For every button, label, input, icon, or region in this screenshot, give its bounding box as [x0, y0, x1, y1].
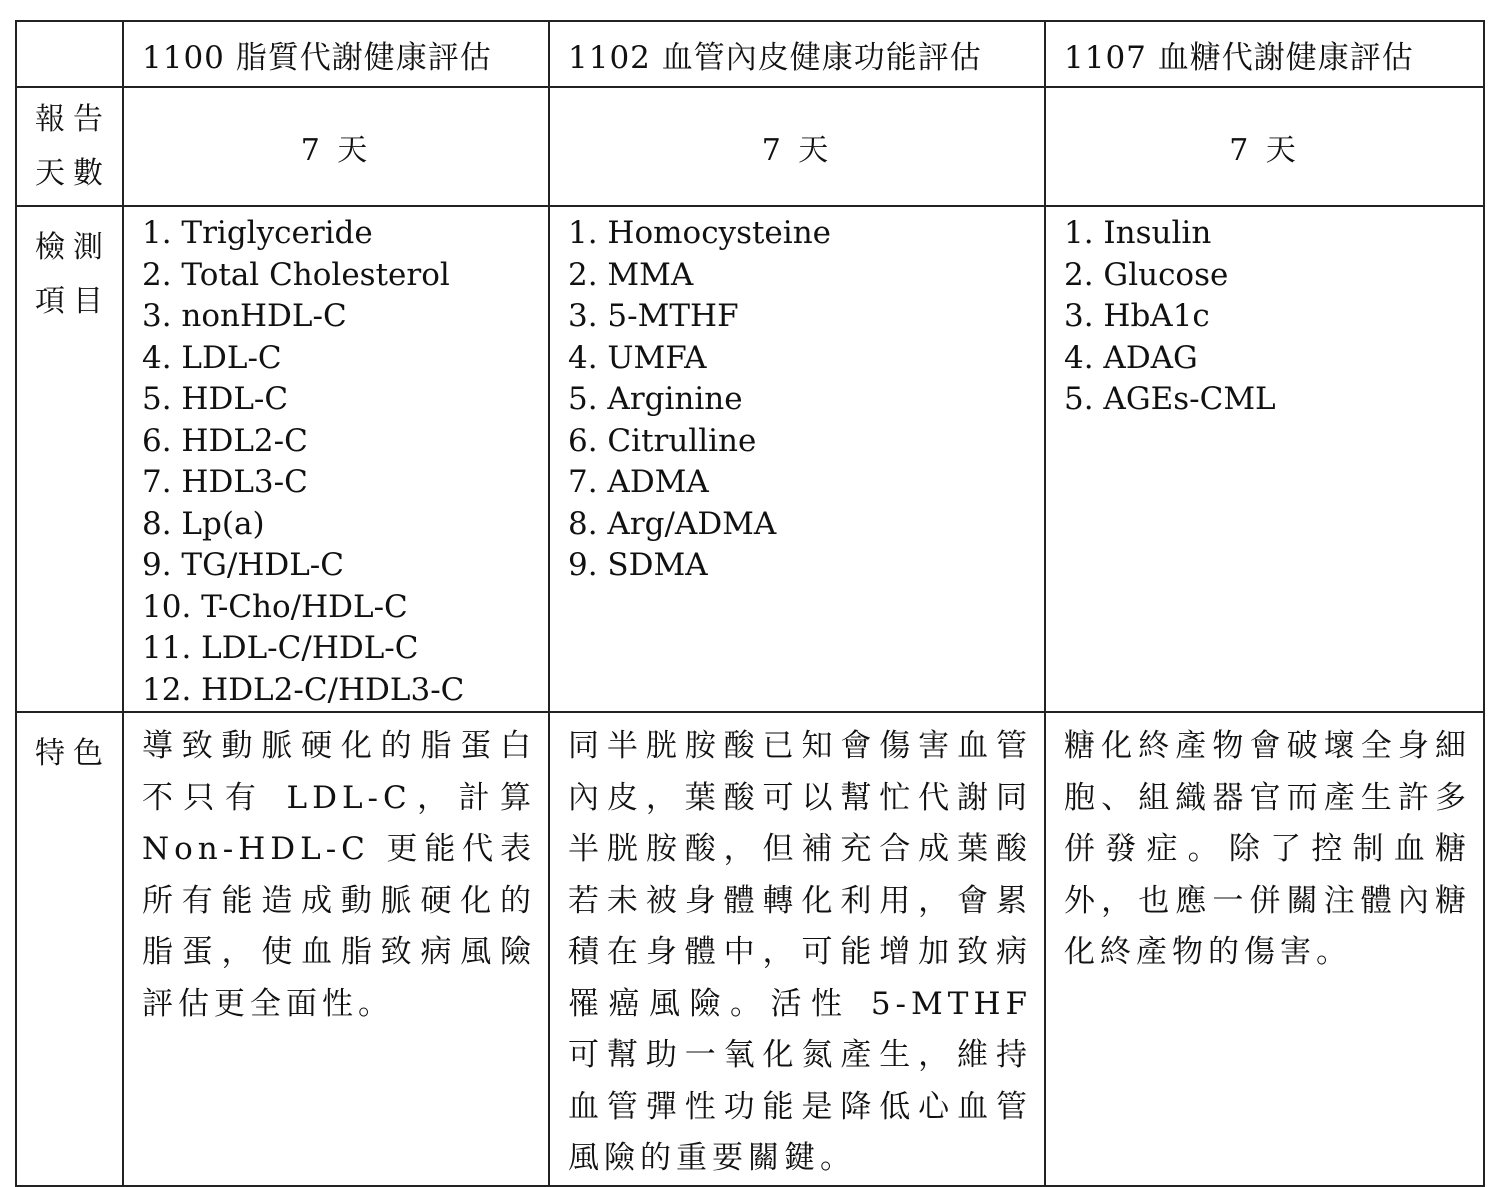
test-item: 9. TG/HDL-C — [142, 547, 344, 583]
test-item: 11. LDL-C/HDL-C — [142, 630, 419, 666]
test-items-endothelial-list — [550, 207, 1044, 587]
header-endothelial-assessment: 1102 血管內皮健康功能評估 — [568, 39, 982, 76]
report-days-label: 報告 天數 — [35, 101, 111, 191]
test-item: 2. Glucose — [1064, 256, 1229, 293]
report-days-endothelial: 7 天 — [761, 132, 833, 168]
test-item: 5. HDL-C — [142, 381, 289, 417]
test-items-glucose-cell — [1045, 206, 1484, 712]
test-item: 2. MMA — [568, 256, 694, 293]
report-days-endothelial-cell — [549, 87, 1045, 206]
features-glucose-text: 糖化終產物會破壞全身細胞、組織器官而產生許多併發症。除了控制血糖外，也應一併關注體內糖化終產物的傷害。 — [1064, 728, 1471, 970]
features-endothelial-text: 同半胱胺酸已知會傷害血管內皮，葉酸可以幫忙代謝同半胱胺酸，但補充合成葉酸若未被身體轉化利用，會累積在身體中，可能增加致病罹癌風險。活性 5-MTHF 可幫助一氧化氮產生，維持血管彈性功能是降低心血管風險的重要關鍵。 — [568, 728, 1032, 1176]
test-item: 8. Lp(a) — [142, 505, 265, 542]
test-item: 4. UMFA — [568, 339, 707, 376]
test-items-label: 檢測 項目 — [35, 230, 111, 319]
test-items-glucose-list — [1046, 207, 1483, 421]
test-item: 7. HDL3-C — [142, 464, 308, 500]
test-item: 1. Homocysteine — [568, 215, 832, 251]
features-lipid-text: 導致動脈硬化的脂蛋白不只有 LDL-C，計算 Non-HDL-C 更能代表所有能造成動脈硬化的脂蛋，使血脂致病風險評估更全面性。 — [142, 728, 536, 1022]
test-items-row — [16, 206, 1484, 712]
report-days-glucose: 7 天 — [1229, 132, 1300, 168]
header-cell-endothelial — [549, 21, 1045, 87]
test-item: 2. Total Cholesterol — [142, 256, 450, 293]
report-days-row — [16, 87, 1484, 206]
test-items-lipid-list — [124, 207, 548, 711]
features-lipid-cell — [123, 712, 549, 1186]
header-cell-lipid — [123, 21, 549, 87]
test-item: 4. LDL-C — [142, 339, 282, 376]
test-item: 6. HDL2-C — [142, 422, 308, 459]
report-days-glucose-cell — [1045, 87, 1484, 206]
report-days-lipid-cell — [123, 87, 549, 206]
corner-cell — [16, 21, 123, 87]
features-row — [16, 712, 1484, 1186]
header-cell-glucose — [1045, 21, 1484, 87]
test-items-endothelial-cell — [549, 206, 1045, 712]
test-item: 9. SDMA — [568, 547, 708, 583]
header-row — [16, 21, 1484, 87]
test-item: 10. T-Cho/HDL-C — [142, 588, 408, 625]
test-item: 1. Insulin — [1064, 215, 1212, 251]
test-item: 8. Arg/ADMA — [568, 505, 777, 542]
features-endothelial-cell — [549, 712, 1045, 1186]
test-item: 1. Triglyceride — [142, 215, 373, 251]
test-item: 4. ADAG — [1064, 339, 1198, 376]
test-item: 3. nonHDL-C — [142, 298, 347, 334]
report-days-label-cell — [16, 87, 123, 206]
test-item: 3. HbA1c — [1064, 298, 1210, 334]
test-item: 12. HDL2-C/HDL3-C — [142, 671, 465, 708]
report-days-lipid: 7 天 — [300, 132, 372, 168]
features-label: 特色 — [35, 736, 111, 771]
test-items-lipid-cell — [123, 206, 549, 712]
test-items-label-cell — [16, 206, 123, 712]
features-glucose-cell — [1045, 712, 1484, 1186]
test-item: 6. Citrulline — [568, 422, 757, 459]
assessment-comparison-table — [15, 20, 1485, 1187]
test-item: 7. ADMA — [568, 464, 709, 500]
features-label-cell — [16, 712, 123, 1186]
test-item: 3. 5-MTHF — [568, 298, 739, 334]
header-lipid-assessment: 1100 脂質代謝健康評估 — [142, 39, 492, 76]
header-glucose-assessment: 1107 血糖代謝健康評估 — [1064, 39, 1414, 76]
test-item: 5. AGEs-CML — [1064, 381, 1276, 417]
test-item: 5. Arginine — [568, 381, 743, 417]
